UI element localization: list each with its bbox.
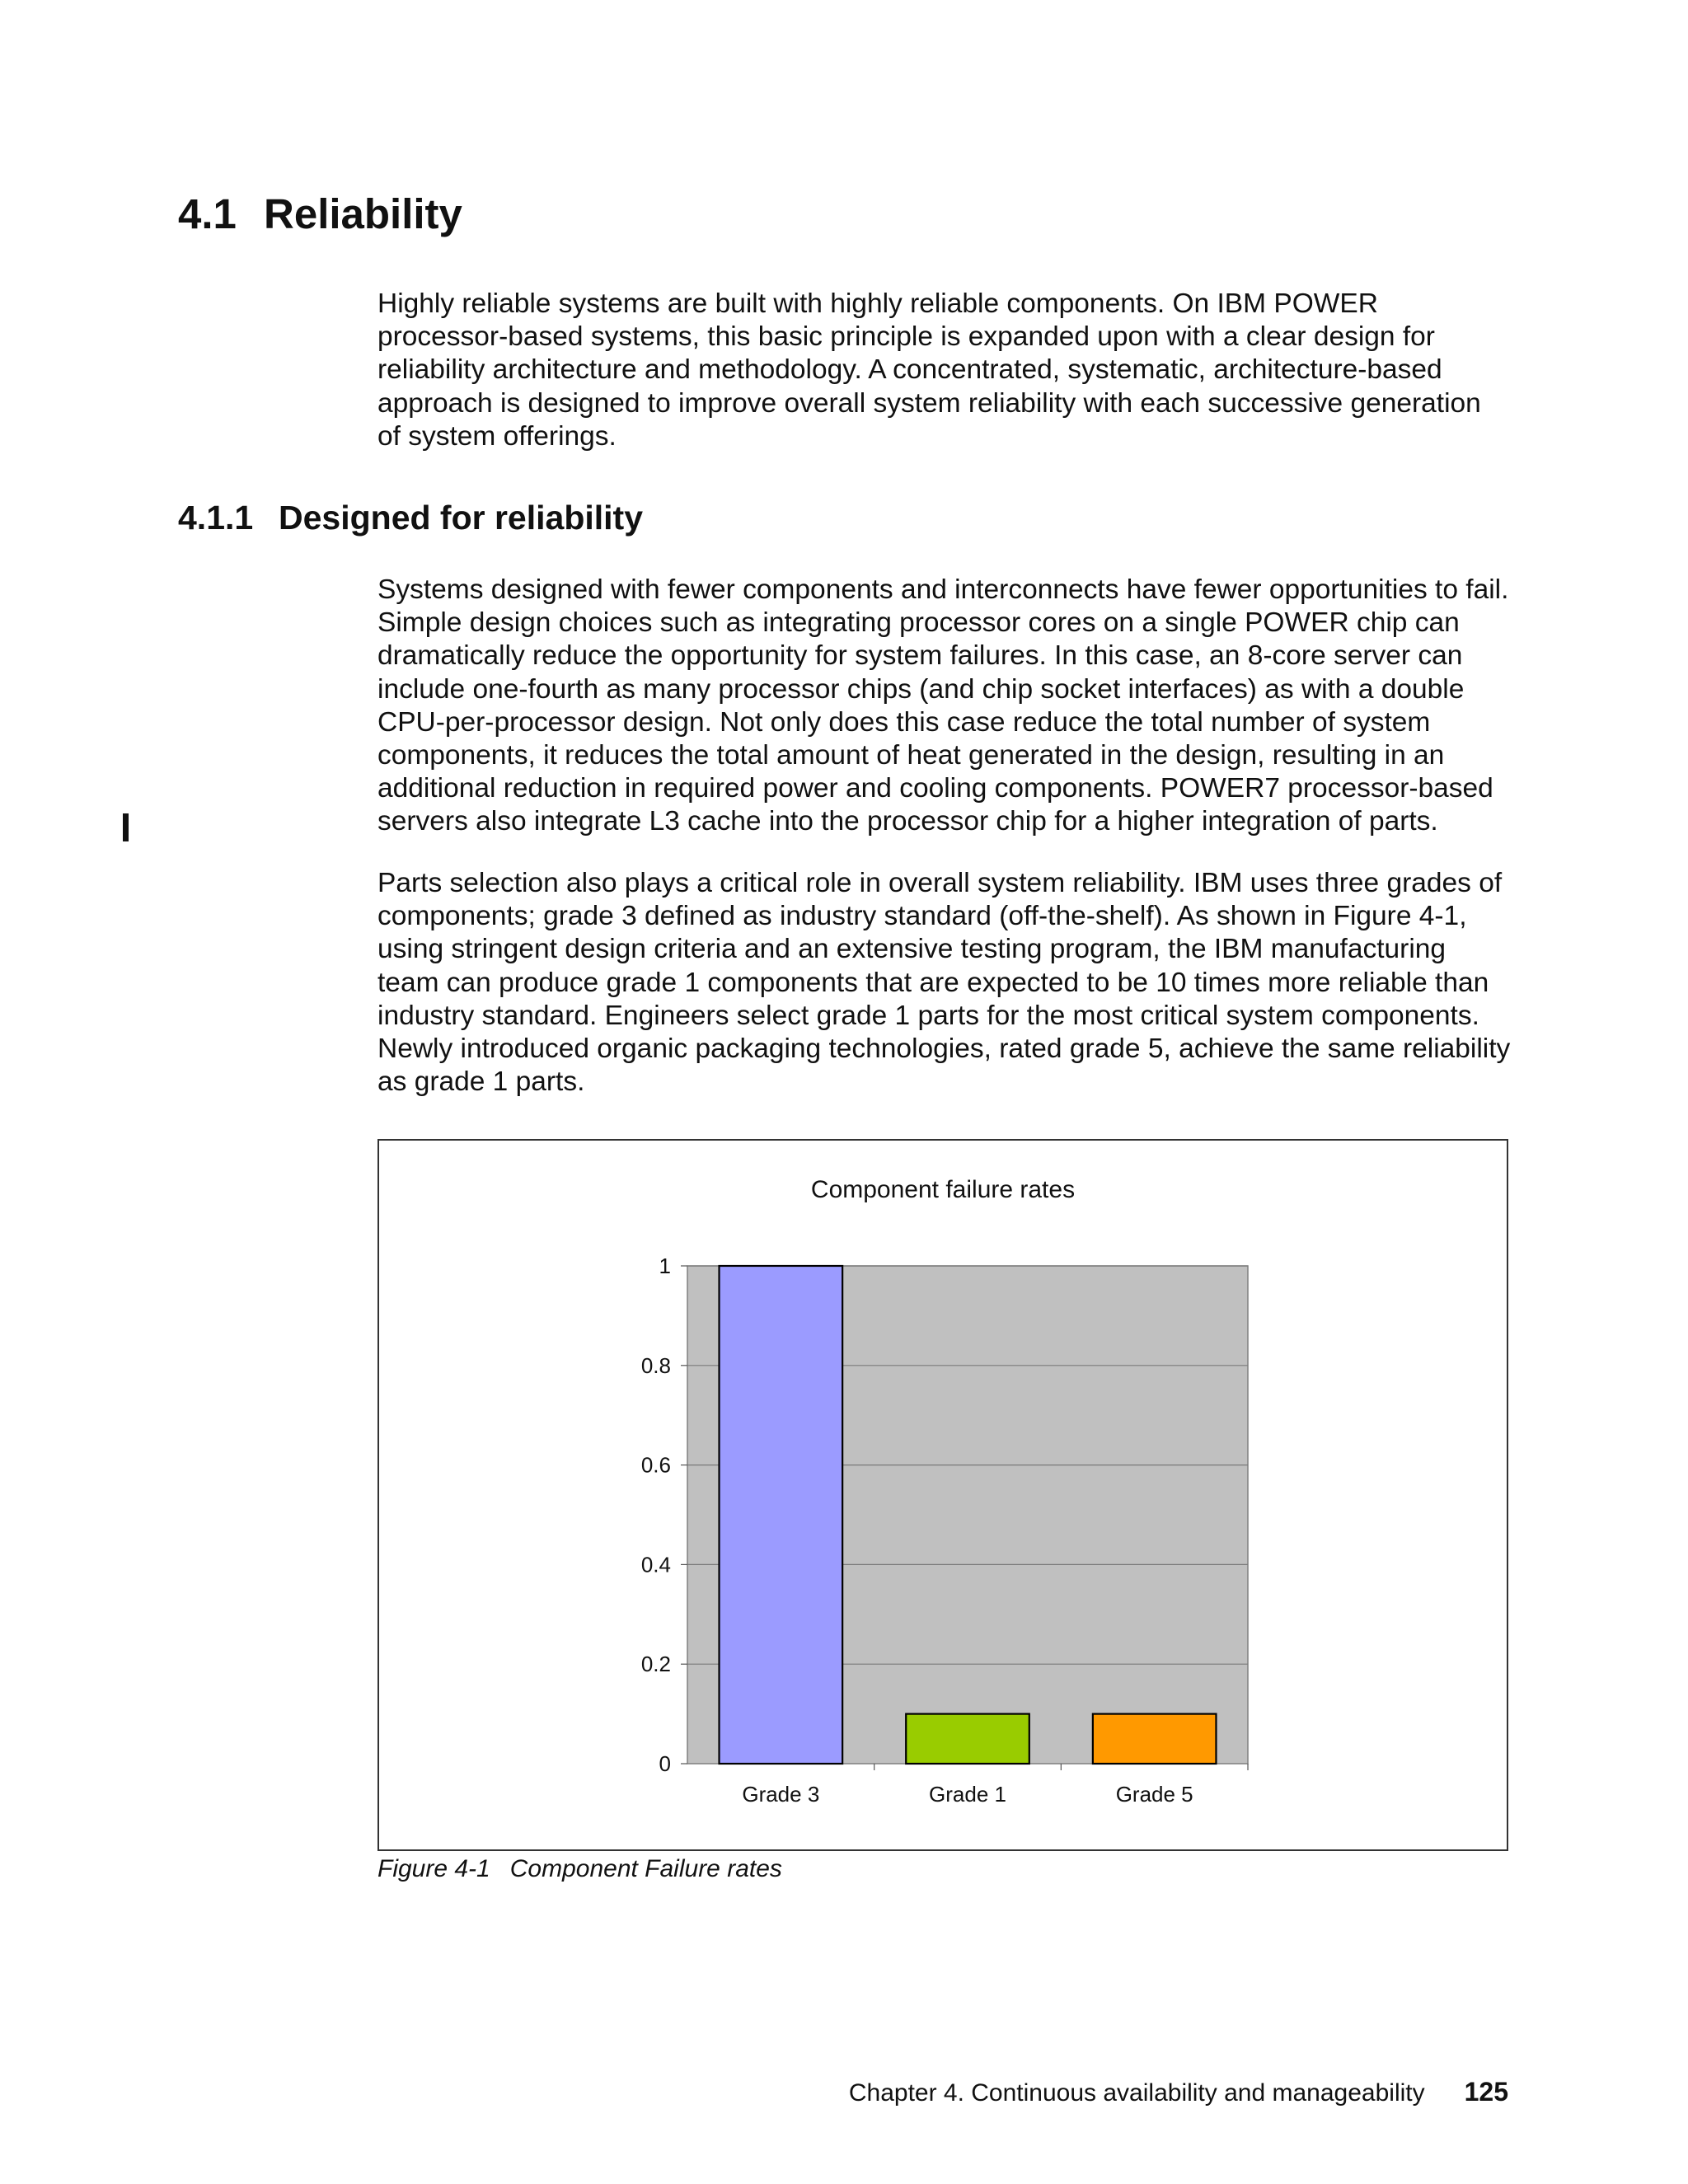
bar-grade-1 xyxy=(906,1714,1029,1764)
bar-grade-3 xyxy=(720,1266,843,1764)
section-title: Reliability xyxy=(264,190,462,237)
y-tick-label: 0.8 xyxy=(640,1352,671,1378)
x-tick-label: Grade 3 xyxy=(742,1782,820,1807)
page-number: 125 xyxy=(1464,2077,1508,2107)
chart-title: Component failure rates xyxy=(810,1176,1076,1203)
component-failure-chart xyxy=(379,1141,1507,1849)
y-tick-label: 0.4 xyxy=(640,1552,671,1577)
footer-chapter: Chapter 4. Continuous availability and manageability xyxy=(848,2079,1425,2107)
section-number: 4.1 xyxy=(178,190,237,237)
section-intro-paragraph: Highly reliable systems are built with highly reliable components. On IBM POWER processor-based systems, this basic principle is expanded upon with a clear design for reliability architecture and methodology. A concentrated, systematic, architecture-based approach is designed to improve overall system reliability with each successive generation of system offerings. xyxy=(377,288,1481,452)
figure-caption-text: Component Failure rates xyxy=(509,1855,782,1882)
page-footer xyxy=(849,2077,1508,2107)
figure-label: Figure 4-1 xyxy=(377,1855,490,1882)
y-tick-label: 0.6 xyxy=(640,1452,671,1478)
y-tick-label: 1 xyxy=(659,1254,671,1278)
section-heading xyxy=(178,191,462,237)
revision-change-bar xyxy=(123,813,129,841)
y-tick-label: 0.2 xyxy=(640,1652,671,1677)
body-paragraph-2: Parts selection also plays a critical role in overall system reliability. IBM uses three grades of components; grade 3 defined as industry standard (off-the-shelf). As shown in Figure 4-1, using stringent design criteria and an extensive testing program, the IBM manufacturing team can produce grade 1 components that are expected to be 10 times more reliable than industry standard. Engineers select grade 1 parts for the most critical system components. Newly introduced organic packaging technologies, rated grade 5, achieve the same reliability as grade 1 parts. xyxy=(377,868,1511,1098)
x-tick-label: Grade 5 xyxy=(1115,1782,1193,1807)
figure-caption xyxy=(377,1855,782,1883)
y-tick-label: 0 xyxy=(659,1751,671,1776)
subsection-title: Designed for reliability xyxy=(279,499,643,537)
figure-frame xyxy=(377,1139,1508,1851)
body-paragraph-1: Systems designed with fewer components and interconnects have fewer opportunities to fail. Simple design choices such as integrating processor cores on a single POWER chip can dramatically reduce the opportunity for system failures. In this case, an 8-core server can include one-fourth as many processor chips (and chip socket interfaces) as with a double CPU-per-processor design. Not only does this case reduce the total number of system components, it reduces the total amount of heat generated in the design, resulting in an additional reduction in required power and cooling components. POWER7 processor-based servers also integrate L3 cache into the processor chip for a higher integration of parts. xyxy=(377,574,1509,837)
x-tick-label: Grade 1 xyxy=(929,1782,1006,1807)
bar-grade-5 xyxy=(1093,1714,1217,1764)
subsection-number: 4.1.1 xyxy=(178,499,254,537)
subsection-heading xyxy=(178,499,643,537)
